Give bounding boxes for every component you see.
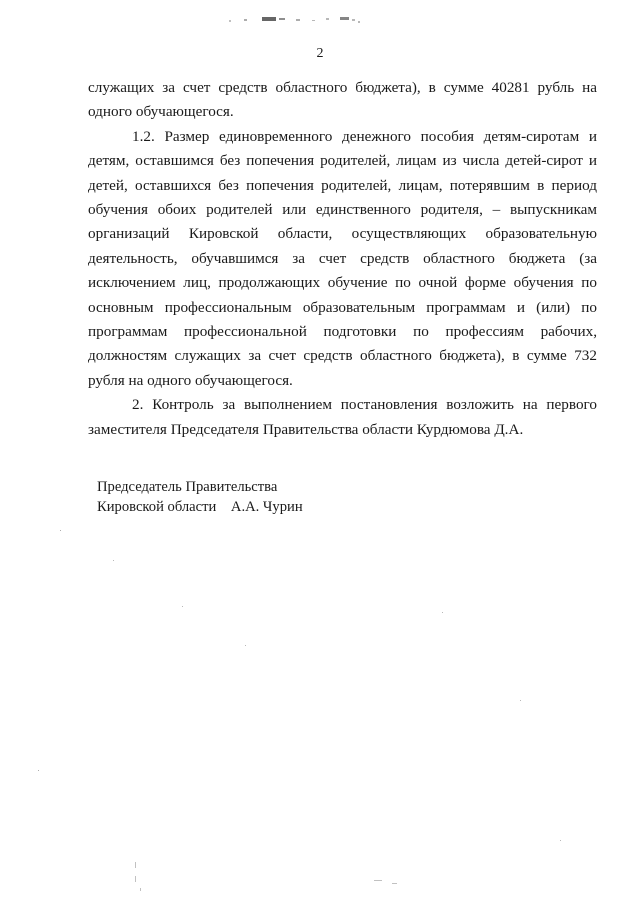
signatory-region: Кировской области	[97, 499, 217, 515]
signature-block	[97, 477, 303, 517]
signatory-name: А.А. Чурин	[230, 499, 303, 515]
signatory-title: Председатель Правительства	[97, 479, 278, 495]
signatory-region-line	[97, 497, 303, 517]
document-body	[88, 76, 597, 442]
paragraph-item-1-2: 1.2. Размер единовременного денежного пособия детям-сиротам и детям, оставшимся без попечения родителей, лицам из числа детей-сирот и детей, оставшихся без попечения родителей, лицам, потерявшим в период обучения обоих родителей или единственного родителя, – выпускникам организаций Кировской области, осуществляющих образовательную деятельность, обучавшимся за счет средств областного бюджета (за исключением лиц, продолжающих обучение по очной форме обучения по основным профессиональным образовательным программам и (или) по программам профессиональной подготовки по профессиям рабочих, должностям служащих за счет средств областного бюджета), в сумме 732 рубля на одного обучающегося.	[88, 127, 597, 389]
page-number: 2	[316, 46, 324, 61]
paragraph-continuation: служащих за счет средств областного бюджета), в сумме 40281 рубль на одного обучающегося.	[88, 79, 597, 121]
paragraph-item-2: 2. Контроль за выполнением постановления возложить на первого заместителя Председателя Правительства области Курдюмова Д.А.	[88, 396, 597, 438]
